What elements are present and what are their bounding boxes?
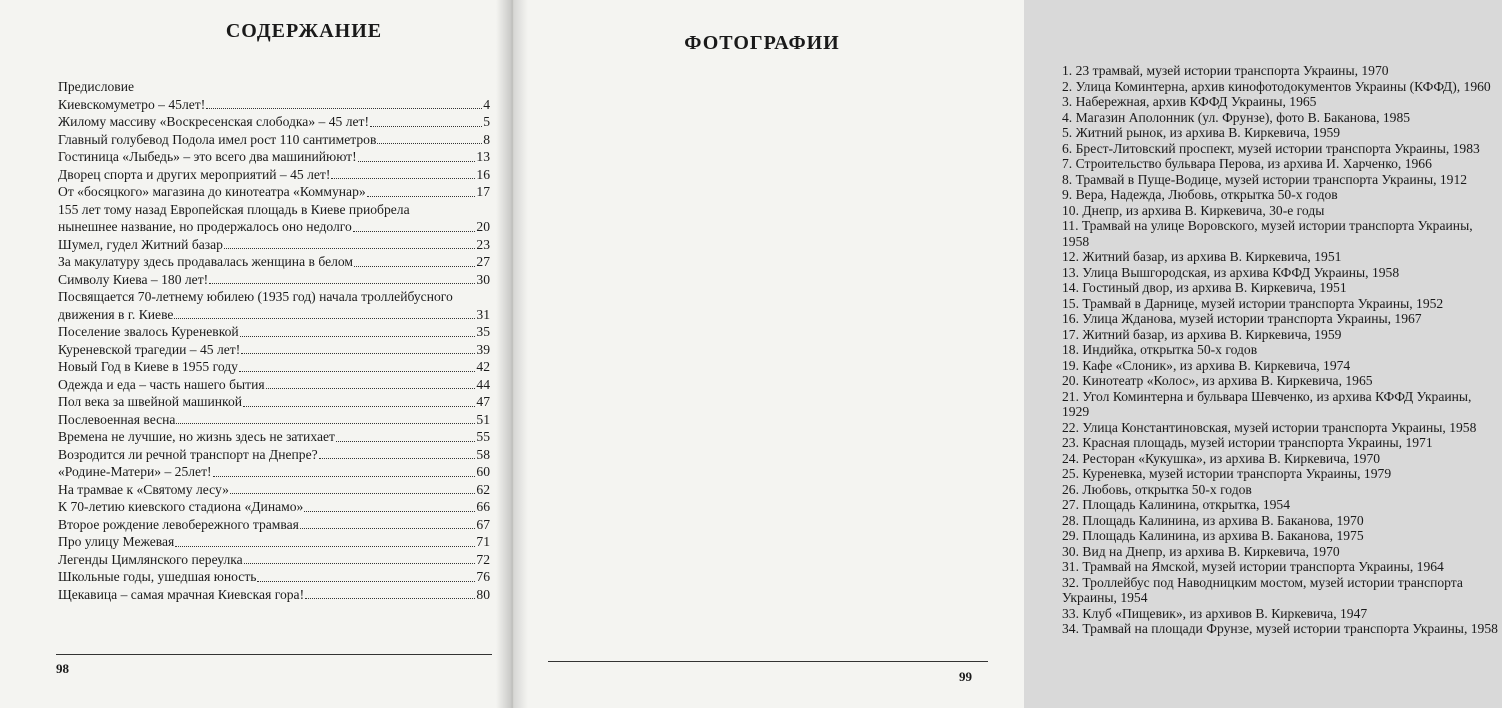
photo-credit-item: 17. Житний базар, из архива В. Киркевича, 1959 [1062, 326, 1342, 342]
photo-credit-item: 7. Строительство бульвара Перова, из архива И. Харченко, 1966 [1062, 156, 1432, 171]
toc-entry [58, 253, 490, 271]
toc-page-number: 51 [476, 411, 490, 427]
toc-page-number: 30 [476, 271, 490, 287]
toc-entry-line2 [58, 218, 490, 236]
toc-entry-title: На трамвае к «Святому лесу» [58, 481, 229, 497]
toc-entry-title: Киевскомуметро – 45лет! [58, 96, 206, 112]
toc-page-number: 62 [476, 481, 490, 497]
photo-credit-item: 31. Трамвай на Ямской, музей истории транспорта Украины, 1964 [1062, 559, 1444, 574]
footer-rule [56, 654, 492, 655]
toc-page-number: 66 [476, 499, 490, 514]
page-number: 98 [56, 661, 69, 676]
toc-entry [58, 516, 490, 534]
toc-entry [58, 428, 490, 446]
photo-credit-item: 28. Площадь Калинина, из архива В. Баканова, 1970 [1062, 512, 1364, 528]
toc-page-number: 47 [476, 394, 490, 409]
photo-credit-item: 18. Индийка, открытка 50-х годов [1062, 342, 1258, 357]
table-of-contents [58, 78, 490, 603]
photo-credit-item: 22. Улица Константиновская, музей истории транспорта Украины, 1958 [1062, 419, 1477, 435]
toc-entry [58, 236, 490, 254]
toc-entry-title: К 70-летию киевского стадиона «Динамо» [58, 499, 304, 514]
leader-dots [257, 581, 475, 582]
toc-entry [58, 481, 490, 499]
toc-entry-title: От «босяцкого» магазина до кинотеатра «Коммунар» [58, 184, 366, 199]
toc-entry-title: За макулатуру здесь продавалась женщина в белом [58, 254, 354, 269]
leader-dots [175, 546, 475, 547]
toc-page-number: 60 [476, 464, 490, 479]
photo-credit-item: 20. Кинотеатр «Колос», из архива В. Киркевича, 1965 [1062, 373, 1373, 388]
toc-entry-title: Времена не лучшие, но жизнь здесь не затихает [58, 429, 335, 444]
toc-entry [58, 96, 490, 114]
toc-entry-title: Щекавица – самая мрачная Киевская гора! [58, 586, 305, 602]
toc-entry [58, 201, 490, 236]
leader-dots [209, 283, 475, 284]
toc-entry [58, 376, 490, 394]
right-page [512, 0, 1498, 708]
photo-credit-item: 29. Площадь Калинина, из архива В. Баканова, 1975 [1062, 528, 1364, 543]
photo-credit-item: 9. Вера, Надежда, Любовь, открытка 50-х годов [1062, 187, 1338, 202]
photo-credit-item: 6. Брест-Литовский проспект, музей истории транспорта Украины, 1983 [1062, 140, 1480, 156]
toc-entry [58, 533, 490, 551]
photo-credit-item: 2. Улица Коминтерна, архив кинофотодокументов Украины (КФФД), 1960 [1062, 78, 1491, 94]
photo-credit-item: 15. Трамвай в Дарнице, музей истории транспорта Украины, 1952 [1062, 295, 1444, 311]
photo-credit-item: 1. 23 трамвай, музей истории транспорта Украины, 1970 [1062, 63, 1389, 78]
toc-entry-title: Возродится ли речной транспорт на Днепре? [58, 446, 318, 462]
leader-dots [304, 511, 475, 512]
toc-entry-title-cont: нынешнее название, но продержалось оно недолго [58, 219, 352, 234]
leader-dots [240, 336, 476, 337]
toc-entry-title: Легенды Цимлянского переулка [58, 551, 243, 567]
toc-page-number: 13 [476, 149, 490, 164]
toc-entry-title: Про улицу Межевая [58, 534, 175, 549]
leader-dots [241, 353, 475, 354]
toc-entry [58, 323, 490, 341]
toc-page-number: 31 [476, 306, 490, 322]
toc-entry [58, 288, 490, 323]
page-number: 99 [959, 669, 972, 684]
leader-dots [266, 388, 476, 389]
toc-entry-title: Посвящается 70-летнему юбилею (1935 год) начала троллейбусного [58, 289, 453, 304]
toc-entry-title: Главный голубевод Подола имел рост 110 сантиметров [58, 131, 377, 147]
toc-page-number: 4 [483, 96, 490, 112]
toc-page-number: 76 [476, 569, 490, 584]
toc-entry-line2 [58, 306, 490, 324]
leader-dots [244, 563, 476, 564]
toc-entry [58, 271, 490, 289]
toc-page-number: 80 [476, 586, 490, 602]
photo-credit-item: 25. Куреневка, музей истории транспорта Украины, 1979 [1062, 466, 1392, 481]
leader-dots [331, 178, 475, 179]
toc-entry [58, 341, 490, 359]
leader-dots [377, 143, 482, 144]
toc-entry-title: Гостиница «Лыбедь» – это всего два машинийюют! [58, 149, 357, 164]
toc-entry-title: Предисловие [58, 79, 135, 94]
toc-page-number: 23 [476, 236, 490, 252]
leader-dots [206, 108, 482, 109]
toc-page-number: 35 [476, 324, 490, 339]
toc-page-number: 42 [476, 359, 490, 374]
toc-entry-title: Шумел, гудел Житний базар [58, 236, 223, 252]
photo-credit-item: 4. Магазин Аполонник (ул. Фрунзе), фото В. Баканова, 1985 [1062, 109, 1411, 125]
leader-dots [319, 458, 476, 459]
toc-entry-title: Новый Год в Киеве в 1955 году [58, 359, 238, 374]
toc-page-number: 17 [476, 184, 490, 199]
toc-page-number: 67 [476, 516, 490, 532]
leader-dots [353, 231, 476, 232]
photo-credit-item: 5. Житний рынок, из архива В. Киркевича, 1959 [1062, 125, 1341, 140]
contents-title: СОДЕРЖАНИЕ [225, 20, 383, 42]
toc-entry-title: 155 лет тому назад Европейская площадь в Киеве приобрела [58, 201, 410, 217]
photo-credit-item: 12. Житний базар, из архива В. Киркевича, 1951 [1062, 249, 1342, 264]
toc-entry [58, 551, 490, 569]
leader-dots [354, 266, 475, 267]
toc-entry [58, 393, 490, 411]
toc-entry [58, 586, 490, 604]
leader-dots [224, 248, 475, 249]
photo-credit-item: 8. Трамвай в Пуще-Водице, музей истории транспорта Украины, 1912 [1062, 171, 1468, 187]
toc-page-number: 16 [476, 166, 490, 182]
toc-page-number: 8 [483, 131, 490, 147]
toc-entry-title: Символу Киева – 180 лет! [58, 271, 209, 287]
photo-credit-item: 32. Троллейбус под Наводницким мостом, музей истории транспорта Украины, 1954 [1062, 574, 1463, 605]
leader-dots [239, 371, 475, 372]
leader-dots [243, 406, 475, 407]
toc-entry [58, 148, 490, 166]
photo-credit-item: 19. Кафе «Слоник», из архива В. Киркевича, 1974 [1062, 357, 1351, 373]
leader-dots [336, 441, 475, 442]
photo-credit-item: 23. Красная площадь, музей истории транспорта Украины, 1971 [1062, 435, 1433, 450]
toc-page-number: 39 [476, 341, 490, 357]
toc-entry-title: Дворец спорта и других мероприятий – 45 лет! [58, 166, 331, 182]
toc-entry [58, 568, 490, 586]
toc-entry-title: Пол века за швейной машинкой [58, 394, 243, 409]
leader-dots [358, 161, 476, 162]
toc-page-number: 27 [476, 254, 490, 269]
photo-credit-item: 14. Гостиный двор, из архива В. Киркевича, 1951 [1062, 280, 1347, 295]
toc-page-number: 71 [476, 534, 490, 549]
leader-dots [213, 476, 476, 477]
toc-entry [58, 446, 490, 464]
toc-entry-title: Одежда и еда – часть нашего бытия [58, 376, 265, 392]
toc-entry [58, 411, 490, 429]
toc-entry-title: Куреневской трагедии – 45 лет! [58, 341, 241, 357]
photo-credit-item: 27. Площадь Калинина, открытка, 1954 [1062, 497, 1291, 512]
toc-entry-title: Второе рождение левобережного трамвая [58, 516, 299, 532]
photo-credit-item: 30. Вид на Днепр, из архива В. Киркевича, 1970 [1062, 543, 1340, 559]
toc-entry [58, 166, 490, 184]
photo-credit-item: 24. Ресторан «Кукушка», из архива В. Киркевича, 1970 [1062, 450, 1381, 466]
toc-entry [58, 183, 490, 201]
toc-page-number: 55 [476, 429, 490, 444]
photo-credit-item: 26. Любовь, открытка 50-х годов [1062, 481, 1252, 497]
leader-dots [367, 196, 476, 197]
photo-credit-item: 13. Улица Вышгородская, из архива КФФД Украины, 1958 [1062, 264, 1400, 280]
toc-entry [58, 358, 490, 376]
leader-dots [176, 423, 475, 424]
photos-title: ФОТОГРАФИИ [684, 32, 840, 54]
leader-dots [370, 126, 482, 127]
leader-dots [300, 528, 476, 529]
toc-entry-title: Поселение звалось Куреневкой [58, 324, 239, 339]
toc-entry [58, 498, 490, 516]
toc-entry-title: Послевоенная весна [58, 411, 176, 427]
photo-credit-item: 16. Улица Жданова, музей истории транспорта Украины, 1967 [1062, 311, 1422, 326]
photo-credits-list [1062, 63, 1502, 637]
toc-entry [58, 113, 490, 131]
toc-entry-title: Школьные годы, ушедшая юность [58, 569, 257, 584]
footer-rule [548, 661, 988, 662]
leader-dots [230, 493, 476, 494]
toc-entry-title: «Родине-Матери» – 25лет! [58, 464, 212, 479]
leader-dots [174, 318, 475, 319]
photo-credit-item: 33. Клуб «Пищевик», из архивов В. Киркевича, 1947 [1062, 605, 1368, 621]
photo-credit-item: 3. Набережная, архив КФФД Украины, 1965 [1062, 94, 1317, 109]
toc-page-number: 5 [483, 114, 490, 129]
photo-credit-item: 11. Трамвай на улице Воровского, музей истории транспорта Украины, 1958 [1062, 218, 1473, 249]
toc-entry-title: Жилому массиву «Воскресенская слободка» – 45 лет! [58, 114, 369, 129]
toc-page-number: 20 [476, 219, 490, 234]
toc-page-number: 44 [476, 376, 490, 392]
leader-dots [305, 598, 475, 599]
toc-page-number: 72 [476, 551, 490, 567]
toc-page-number: 58 [476, 446, 490, 462]
toc-entry [58, 131, 490, 149]
photo-credit-item: 34. Трамвай на площади Фрунзе, музей истории транспорта Украины, 1958 [1062, 621, 1498, 636]
toc-entry [58, 463, 490, 481]
left-page [0, 0, 512, 708]
toc-entry-title-cont: движения в г. Киеве [58, 306, 174, 322]
photo-credit-item: 10. Днепр, из архива В. Киркевича, 30-е годы [1062, 202, 1325, 218]
photo-credit-item: 21. Угол Коминтерна и бульвара Шевченко, из архива КФФД Украины, 1929 [1062, 388, 1472, 419]
toc-entry [58, 78, 490, 96]
